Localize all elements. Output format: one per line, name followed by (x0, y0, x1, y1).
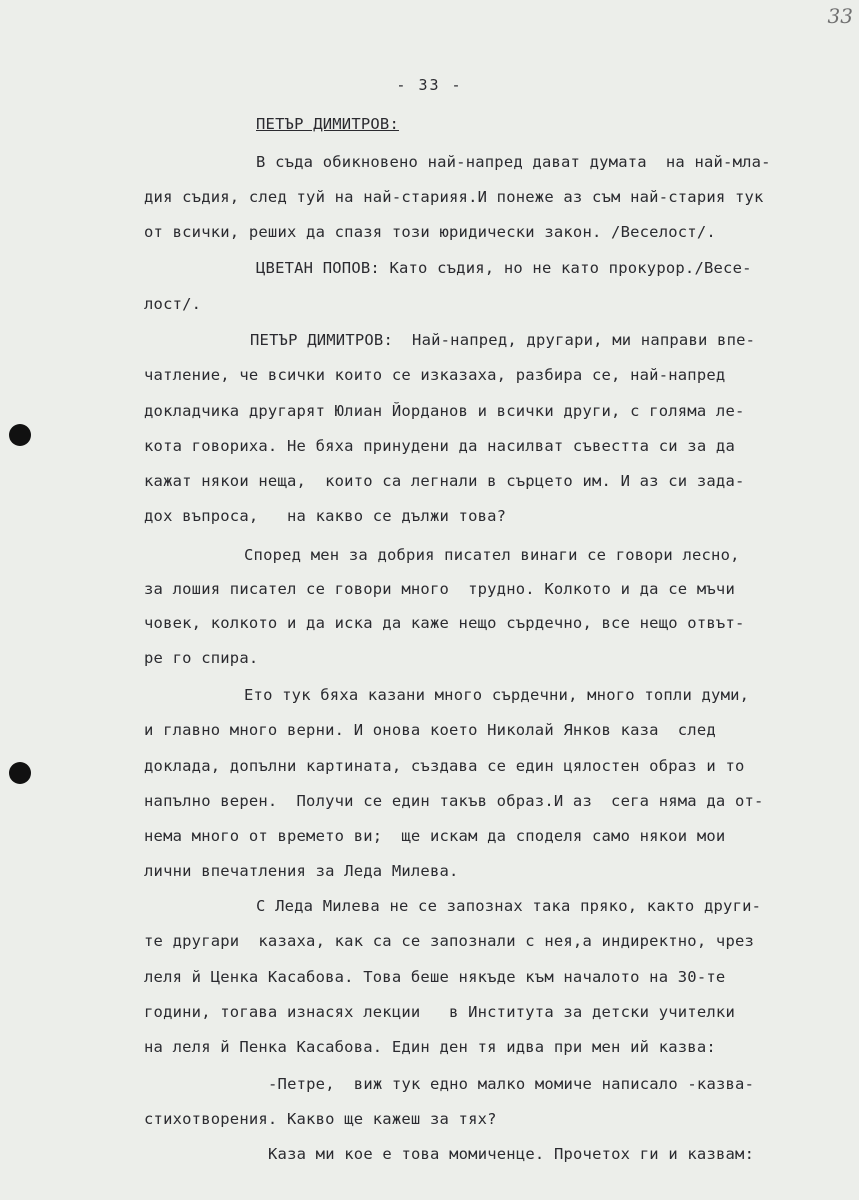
text-line: Каза ми кое е това момиченце. Прочетох ги и казвам: (268, 1145, 755, 1163)
text-line: те другари казаха, как са се запознали с нея,а индиректно, чрез (144, 932, 755, 950)
text-line: на леля й Пенка Касабова. Един ден тя идва при мен ий казва: (144, 1038, 716, 1056)
text-line: и главно много верни. И онова което Николай Янков каза след (144, 721, 716, 739)
text-line: леля й Ценка Касабова. Това беше някъде към началото на 30-те (144, 968, 726, 986)
text-line: нема много от времето ви; ще искам да споделя само някои мои (144, 827, 726, 845)
text-line: ре го спира. (144, 649, 259, 667)
text-line: години, тогава изнасях лекции в Института за детски учителки (144, 1003, 735, 1021)
text-line: чатление, че всички които се изказаха, разбира се, най-напред (144, 366, 726, 384)
text-line: ПЕТЪР ДИМИТРОВ: Най-напред, другари, ми направи впе- (250, 331, 756, 349)
text-line: стихотворения. Какво ще кажеш за тях? (144, 1110, 497, 1128)
text-line: човек, колкото и да иска да каже нещо сърдечно, все нещо отвът- (144, 614, 745, 632)
text-line: доклада, допълни картината, създава се един цялостен образ и то (144, 757, 745, 775)
text-line: дох въпроса, на какво се дължи това? (144, 507, 507, 525)
text-line: докладчика другарят Юлиан Йорданов и всички други, с голяма ле- (144, 402, 745, 420)
text-line: напълно верен. Получи се един такъв образ.И аз сега няма да от- (144, 792, 764, 810)
text-line: кота говориха. Не бяха принудени да насилват съвестта си за да (144, 437, 735, 455)
text-line: С Леда Милева не се запознах така пряко, както други- (256, 897, 762, 915)
text-line: дия съдия, след туй на най-старияя.И понеже аз съм най-стария тук (144, 188, 764, 206)
page-number: - 33 - (396, 76, 463, 94)
text-line: Ето тук бяха казани много сърдечни, много топли думи, (244, 686, 750, 704)
text-line: ЦВЕТАН ПОПОВ: Като съдия, но не като прокурор./Весе- (256, 259, 752, 277)
punch-hole-top (9, 424, 31, 446)
text-line: Според мен за добрия писател винаги се говори лесно, (244, 546, 740, 564)
text-line: кажат някои неща, които са легнали в сърцето им. И аз си зада- (144, 472, 745, 490)
text-line: В съда обикновено най-напред дават думата на най-мла- (256, 153, 771, 171)
text-line: лични впечатления за Леда Милева. (144, 862, 459, 880)
punch-hole-bottom (9, 762, 31, 784)
text-line: за лошия писател се говори много трудно. Колкото и да се мъчи (144, 580, 735, 598)
text-line: -Петре, виж тук едно малко момиче написало -казва- (268, 1075, 755, 1093)
corner-page-number: 33 (827, 4, 853, 28)
speaker-heading: ПЕТЪР ДИМИТРОВ: (256, 115, 399, 133)
text-line: от всички, реших да спазя този юридически закон. /Веселост/. (144, 223, 716, 241)
text-line: лост/. (144, 295, 202, 313)
